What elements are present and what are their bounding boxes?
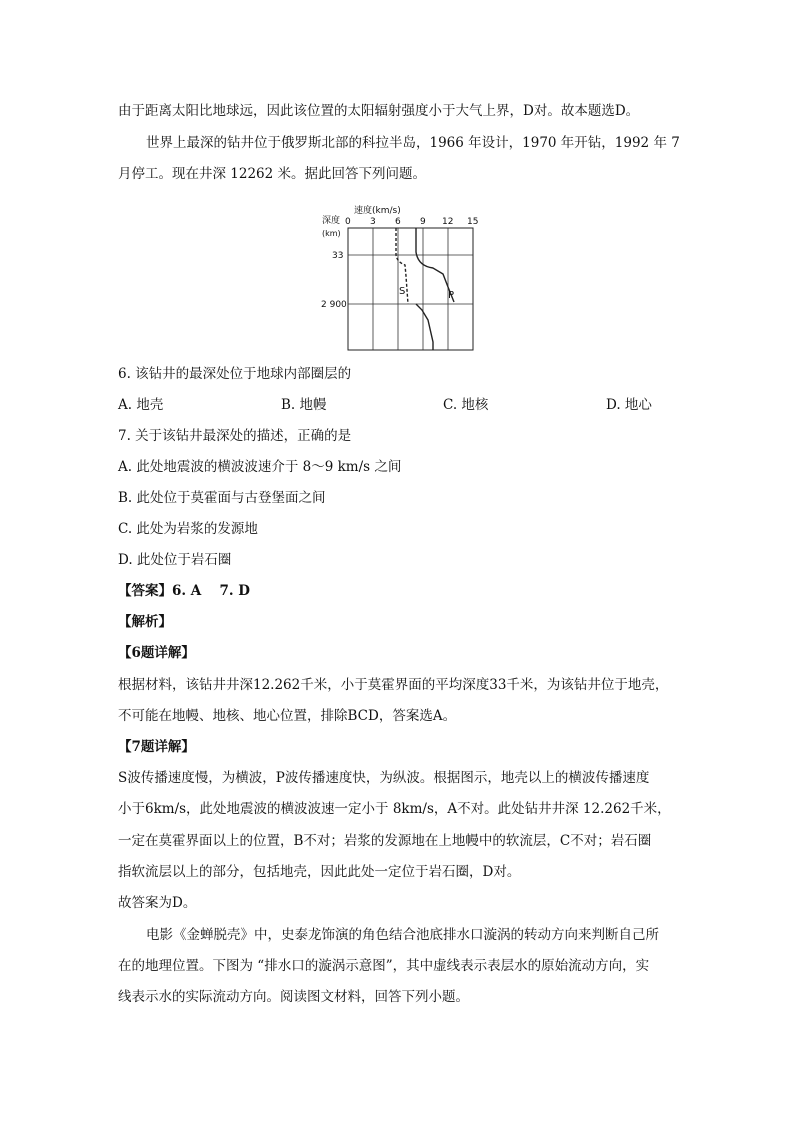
speed-tick: 3 [370,217,376,227]
speed-tick: 6 [395,217,401,227]
depth-axis-label: 深度 [322,216,341,226]
q7-option-b: B. 此处位于莫霍面与古登堡面之间 [118,490,326,506]
depth-tick: 2 900 [321,300,347,310]
q6-option-b: B. 地幔 [281,397,327,413]
speed-axis-label: 速度(km/s) [354,206,401,216]
speed-tick: 15 [467,217,479,227]
detail-7-heading: 【7题详解】 [118,739,195,755]
q7-option-c: C. 此处为岩浆的发源地 [118,521,258,537]
text-line: 根据材料，该钻井井深12.262千米，小于莫霍界面的平均深度33千米，为该钻井位于地壳， [118,677,669,693]
text-line: 世界上最深的钻井位于俄罗斯北部的科拉半岛，1966 年设计，1970 年开钻，1992 年 7 [146,135,680,151]
q6-option-a: A. 地壳 [118,397,164,413]
detail-6-heading: 【6题详解】 [118,645,195,661]
depth-unit-label: (km) [322,229,341,238]
analysis-heading: 【解析】 [118,614,172,630]
question-7: 7. 关于该钻井最深处的描述，正确的是 [118,428,352,444]
s-wave-label: S [399,286,406,297]
text-line: 月停工。现在井深 12262 米。据此回答下列问题。 [118,166,427,182]
text-line: S波传播速度慢，为横波，P波传播速度快，为纵波。根据图示，地壳以上的横波传播速度 [118,770,650,786]
q6-option-c: C. 地核 [443,397,489,413]
text-line: 不可能在地幔、地核、地心位置，排除BCD，答案选A。 [118,708,457,724]
text-line: 小于6km/s，此处地震波的横波波速一定小于 8km/s，A不对。此处钻井井深 12.262千米， [118,801,671,817]
p-wave-label: P [448,290,455,301]
text-line: 电影《金蝉脱壳》中，史泰龙饰演的角色结合池底排水口漩涡的转动方向来判断自己所 [146,927,659,943]
text-line: 线表示水的实际流动方向。阅读图文材料，回答下列小题。 [118,989,469,1005]
speed-tick: 9 [420,217,426,227]
depth-tick: 33 [332,251,344,261]
text-line: 故答案为D。 [118,895,197,911]
speed-tick: 0 [345,217,351,227]
seismic-wave-figure [318,202,483,354]
text-line: 由于距离太阳比地球远，因此该位置的太阳辐射强度小于大气上界，D对。故本题选D。 [118,103,640,119]
answer-line: 【答案】6. A 7. D [118,583,250,599]
q7-option-d: D. 此处位于岩石圈 [118,552,232,568]
question-6: 6. 该钻井的最深处位于地球内部圈层的 [118,366,352,382]
q7-option-a: A. 此处地震波的横波波速介于 8～9 km/s 之间 [118,459,402,475]
text-line: 指软流层以上的部分，包括地壳，因此此处一定位于岩石圈，D对。 [118,864,521,880]
text-line: 在的地理位置。下图为 “排水口的漩涡示意图”，其中虚线表示表层水的原始流动方向，实 [118,958,650,974]
speed-tick: 12 [442,217,454,227]
q6-option-d: D. 地心 [606,397,652,413]
text-line: 一定在莫霍界面以上的位置，B不对；岩浆的发源地在上地幔中的软流层，C不对；岩石圈 [118,833,652,849]
